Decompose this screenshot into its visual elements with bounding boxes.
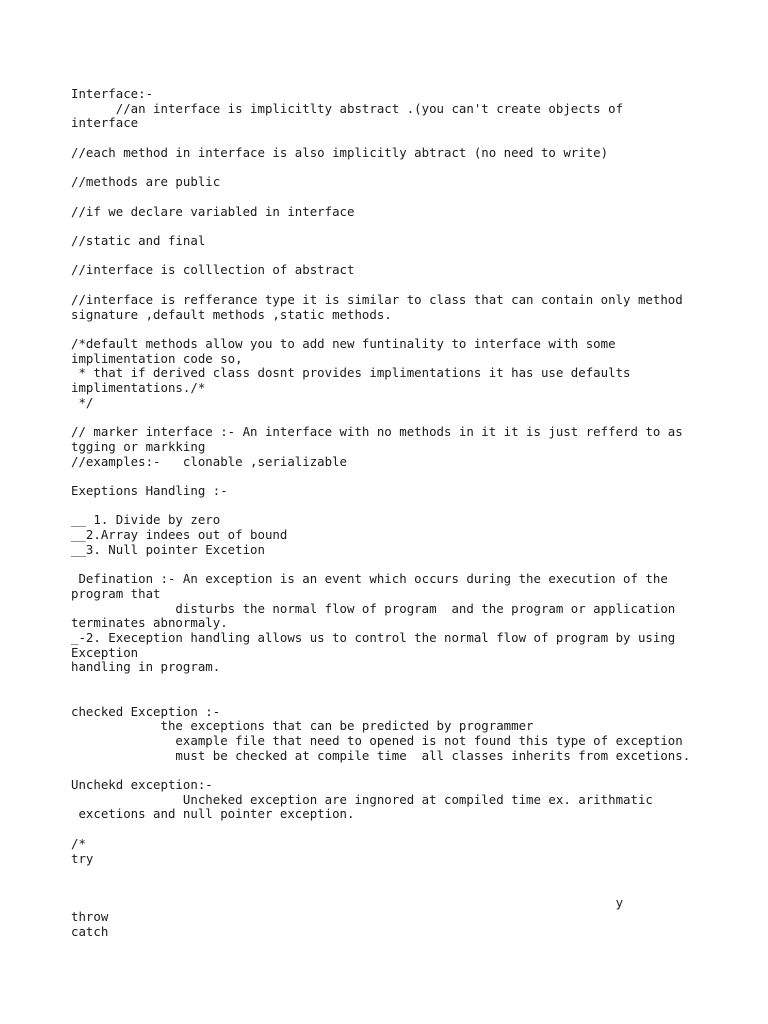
document-text: Interface:- //an interface is implicitlty abstract .(you can't create objects of interface //each method in interface is also implicitly abtract (no need to write) //methods are public //if we declare variabled in interface //static and final //interface is colllection of abstract //interface is refferance type it is similar to class that can contain only method signature ,default methods ,static methods. /*default methods allow you to add new funtinality to interface with some implimentation code so, * that if derived class dosnt provides implimentations it has use defaults implimentations./* */ // marker interface :- An interface with no methods in it it is just refferd to as tgging or markking //examples:- clonable ,serializable Exeptions Handling :- __ 1. Divide by zero __2.Array indees out of bound __3. Null pointer Excetion Defination :- An exception is an event which occurs during the execution of the program that disturbs the normal flow of program and the program or application terminates abnormaly. _-2. Exeception handling allows us to control the normal flow of program by using Exception handling in program. checked Exception :- the exceptions that can be predicted by programmer example file that need to opened is not found this type of exception must be checked at compile time all classes inherits from excetions. Unchekd exception:- Uncheked exception are ingnored at compiled time ex. arithmatic excetions and null pointer exception. /* try y throw catch	[71, 86, 691, 940]
